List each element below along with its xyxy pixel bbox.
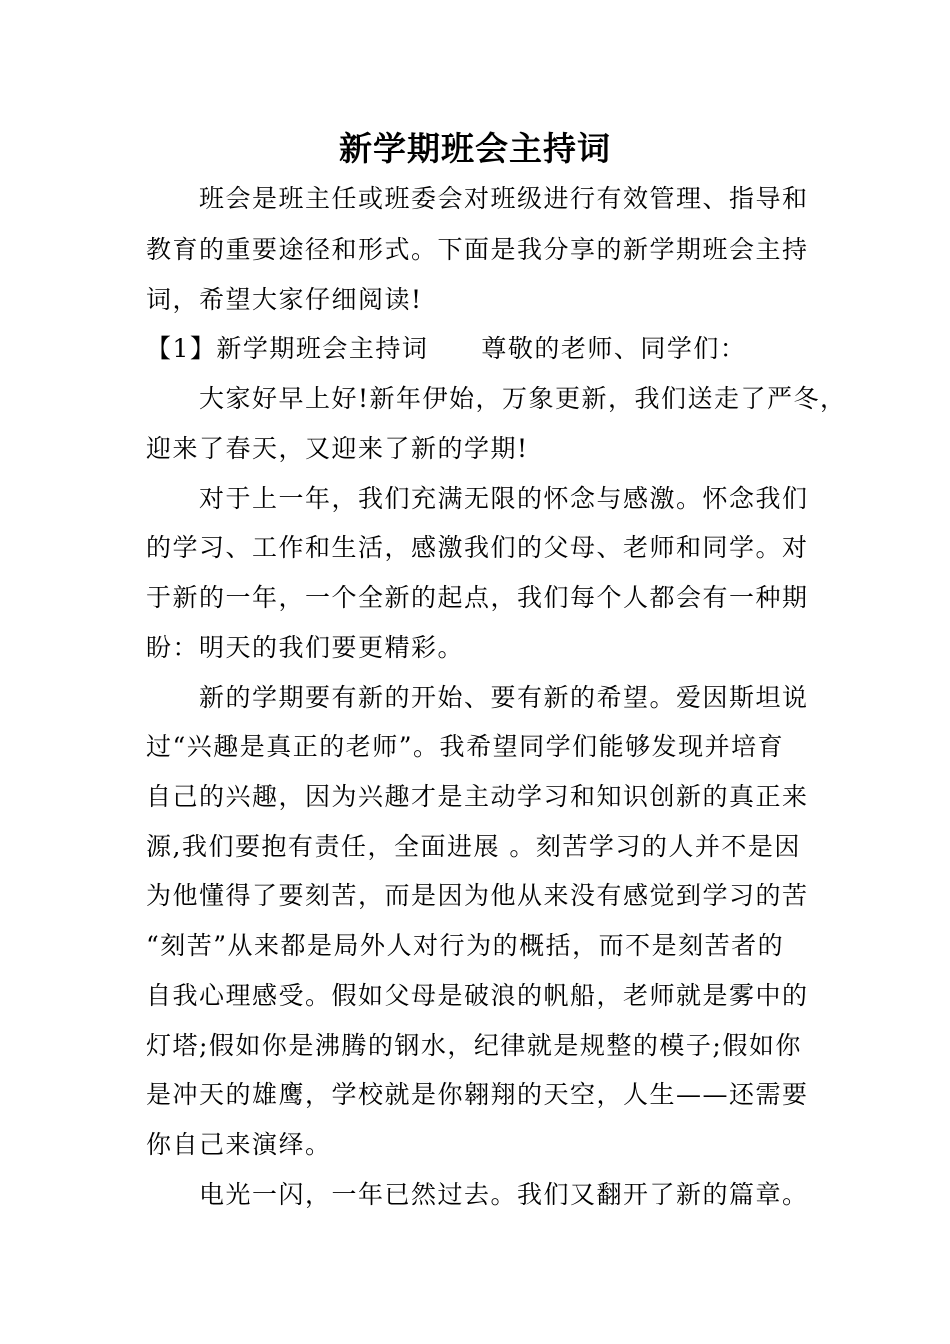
text-line: 的学习、工作和生活，感激我们的父母、老师和同学。对: [146, 533, 809, 562]
text-line: 教育的重要途径和形式。下面是我分享的新学期班会主持: [146, 235, 809, 264]
text-line: 为他懂得了要刻苦，而是因为他从来没有感觉到学习的苦: [146, 881, 809, 910]
text-line: 迎来了春天，又迎来了新的学期!: [146, 434, 529, 463]
text-line: 自我心理感受。假如父母是破浪的帆船，老师就是雾中的: [146, 981, 809, 1010]
document-title: 新学期班会主持词: [339, 129, 611, 168]
text-line: 源,我们要抱有责任，全面进展 。刻苦学习的人并不是因: [146, 832, 801, 861]
text-line: 是冲天的雄鹰，学校就是你翱翔的天空，人生——还需要: [146, 1080, 809, 1109]
text-line: “刻苦”从来都是局外人对行为的概括，而不是刻苦者的: [146, 931, 785, 960]
text-line: 大家好早上好!新年伊始，万象更新，我们送走了严冬，: [146, 384, 847, 413]
text-line: 【1】新学期班会主持词 尊敬的老师、同学们：: [146, 334, 747, 363]
text-line: 盼：明天的我们要更精彩。: [146, 633, 465, 662]
text-line: 你自己来演绎。: [146, 1130, 332, 1159]
text-line: 过“兴趣是真正的老师”。我希望同学们能够发现并培育: [146, 732, 785, 761]
text-line: 对于上一年，我们充满无限的怀念与感激。怀念我们: [146, 484, 809, 513]
text-line: 班会是班主任或班委会对班级进行有效管理、指导和: [146, 184, 809, 213]
text-line: 新的学期要有新的开始、要有新的希望。爱因斯坦说: [146, 683, 809, 712]
text-line: 词，希望大家仔细阅读!: [146, 285, 423, 314]
text-line: 灯塔;假如你是沸腾的钢水，纪律就是规整的模子;假如你: [146, 1031, 802, 1060]
text-line: 电光一闪，一年已然过去。我们又翻开了新的篇章。: [146, 1180, 809, 1209]
text-line: 于新的一年，一个全新的起点，我们每个人都会有一种期: [146, 583, 809, 612]
text-line: 自己的兴趣，因为兴趣才是主动学习和知识创新的真正来: [146, 782, 809, 811]
